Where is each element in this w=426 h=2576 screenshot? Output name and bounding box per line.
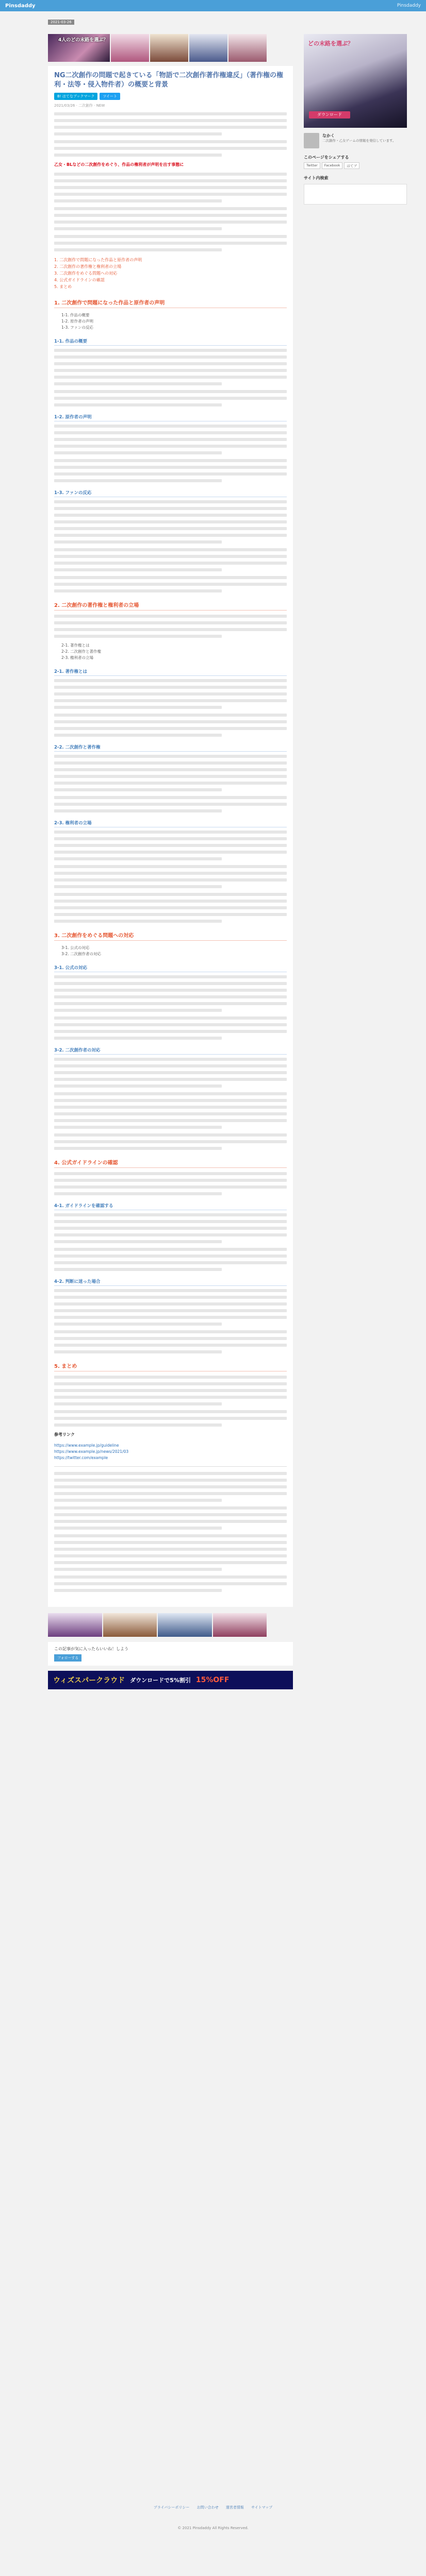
banner-character [150, 34, 188, 62]
hatena-button[interactable]: はてブ [344, 162, 359, 169]
search-box[interactable] [304, 184, 407, 205]
reference-links [54, 1443, 287, 1461]
body-paragraph [54, 349, 287, 385]
toc-item[interactable]: 2. 二次創作の著作権と権利者の立場 [54, 264, 122, 269]
footer-link[interactable]: お問い合わせ [196, 2505, 219, 2510]
body-paragraph [54, 1534, 287, 1571]
avatar [304, 133, 319, 148]
page-wrap [17, 11, 409, 2530]
bottom-banner[interactable] [48, 1613, 267, 1637]
body-paragraph [54, 1289, 287, 1326]
body-paragraph [54, 1575, 287, 1592]
body-paragraph [54, 500, 287, 544]
reference-link[interactable]: https://www.example.jp/news/2021/03 [54, 1449, 129, 1454]
sidebar-share-buttons [304, 162, 407, 169]
table-of-contents [54, 257, 287, 290]
body-paragraph [54, 235, 287, 251]
article-body [48, 66, 293, 1607]
banner-character [189, 34, 227, 62]
ad-discount: 15%OFF [195, 1676, 230, 1684]
body-paragraph [54, 459, 287, 482]
sidebar-banner[interactable] [304, 34, 407, 128]
subsection-heading: 3-2. 二次創作者の対応 [54, 1047, 287, 1055]
banner-character [228, 34, 267, 62]
sublist-item[interactable]: 2-1. 著作権とは [61, 643, 90, 648]
section-heading: 5. まとめ [54, 1362, 287, 1371]
section-heading: 2. 二次創作の著作権と権利者の立場 [54, 601, 287, 611]
body-paragraph [54, 796, 287, 812]
body-paragraph [54, 425, 287, 454]
body-paragraph [54, 975, 287, 1012]
main-column [17, 34, 298, 2471]
subsection-heading: 1-2. 原作者の声明 [54, 414, 287, 421]
sublist-item[interactable]: 3-2. 二次創作者の対応 [61, 952, 102, 956]
footer-link[interactable]: サイトマップ [251, 2505, 273, 2510]
subsection-heading: 2-1. 著作権とは [54, 668, 287, 676]
body-paragraph [54, 548, 287, 571]
section-sublist [54, 312, 287, 331]
twitter-button[interactable]: Twitter [304, 162, 320, 169]
section-sublist [54, 642, 287, 661]
sublist-item[interactable]: 1-3. ファンの反応 [61, 325, 93, 330]
follow-title: このページをシェアする [304, 155, 349, 160]
references-label: 参考リンク [54, 1432, 75, 1437]
site-logo[interactable]: Pinsdaddy [5, 3, 36, 9]
subsection-heading: 2-2. 二次創作と著作権 [54, 744, 287, 752]
intro-paragraph [54, 112, 287, 135]
subsection-heading: 4-1. ガイドラインを確認する [54, 1202, 287, 1210]
sublist-item[interactable]: 2-3. 権利者の立場 [61, 655, 94, 660]
banner-hero [48, 34, 110, 62]
sidebar [304, 34, 407, 205]
body-paragraph [54, 755, 287, 791]
follow-text: この記事が気に入ったらいいね！しよう [54, 1647, 128, 1651]
body-paragraph [54, 615, 287, 638]
sublist-item[interactable]: 1-1. 作品の概要 [61, 313, 90, 317]
follow-box [48, 1642, 293, 1666]
footer-nav [17, 2505, 409, 2510]
follow-button[interactable]: フォローする [54, 1654, 81, 1662]
sublist-item[interactable]: 3-1. 公式の対応 [61, 945, 90, 950]
body-paragraph [54, 1330, 287, 1353]
body-paragraph [54, 1213, 287, 1243]
article-title: NG二次創作の問題で起きている「物語で二次創作著作権違反」（著作権の権利・法等・侵入物件者）の概要と背景 [54, 72, 284, 89]
banner-character [48, 1613, 102, 1637]
profile-bio: 二次創作・乙女ゲームの情報を発信しています。 [322, 139, 396, 143]
body-paragraph [54, 893, 287, 923]
search-title: サイト内検索 [304, 176, 329, 180]
tweet-button[interactable]: ツイート [100, 93, 120, 100]
share-row [54, 93, 287, 100]
body-paragraph [54, 1410, 287, 1427]
body-paragraph [54, 1472, 287, 1502]
body-paragraph [54, 831, 287, 860]
body-paragraph [54, 714, 287, 737]
profile-card [304, 133, 407, 148]
ad-text: ダウンロードで5%割引 [130, 1677, 191, 1684]
top-banner[interactable] [48, 34, 267, 62]
sidebar-banner-text: どの末路を選ぶ？ [308, 40, 353, 47]
body-paragraph [54, 1092, 287, 1129]
body-paragraph [54, 390, 287, 406]
body-paragraph [54, 1058, 287, 1088]
section-heading: 3. 二次創作をめぐる問題への対応 [54, 931, 287, 941]
body-paragraph [54, 1016, 287, 1040]
toc-item[interactable]: 1. 二次創作で問題になった作品と原作者の声明 [54, 258, 142, 262]
subsection-heading: 4-2. 判断に迷った場合 [54, 1278, 287, 1286]
subsection-heading: 1-3. ファンの反応 [54, 489, 287, 497]
body-paragraph [54, 173, 287, 202]
toc-item[interactable]: 3. 二次創作をめぐる問題への対応 [54, 271, 118, 276]
body-paragraph [54, 679, 287, 709]
ad-logo: ウィズスパークラウド [53, 1676, 125, 1685]
sublist-item[interactable]: 2-2. 二次創作と著作権 [61, 649, 102, 654]
divider [54, 1466, 287, 1467]
download-button[interactable]: ダウンロード [309, 111, 350, 118]
section-heading: 4. 公式ガイドラインの確認 [54, 1158, 287, 1168]
banner-hero-text: 4人のどの末路を選ぶ？ [58, 38, 108, 43]
body-paragraph [54, 865, 287, 888]
toc-item[interactable]: 5. まとめ [54, 284, 72, 289]
section-sublist [54, 945, 287, 957]
profile-name: なかく [322, 133, 335, 138]
reference-link[interactable]: https://www.example.jp/guideline [54, 1443, 119, 1448]
intro-paragraph [54, 140, 287, 157]
body-paragraph [54, 1248, 287, 1271]
banner-character [103, 1613, 157, 1637]
top-bar [0, 0, 426, 11]
toc-item[interactable]: 4. 公式ガイドラインの確認 [54, 278, 105, 282]
body-paragraph [54, 1376, 287, 1405]
subsection-heading: 3-1. 公式の対応 [54, 964, 287, 972]
body-paragraph [54, 1172, 287, 1195]
top-link[interactable]: Pinsdaddy [397, 3, 421, 8]
body-paragraph [54, 576, 287, 592]
banner-character [111, 34, 149, 62]
facebook-button[interactable]: Facebook [322, 162, 343, 169]
banner-character [158, 1613, 212, 1637]
article-meta: 2021/03/26 · 二次創作 · NEW [54, 104, 105, 108]
subsection-heading: 1-1. 作品の概要 [54, 338, 287, 346]
body-paragraph [54, 207, 287, 230]
section-heading: 1. 二次創作で問題になった作品と原作者の声明 [54, 298, 287, 308]
ad-banner[interactable] [48, 1671, 293, 1689]
intro-highlight: 乙女・BLなどの二次創作をめぐり、作品の権利者が声明を出す事態に [54, 162, 184, 167]
banner-character [213, 1613, 267, 1637]
sublist-item[interactable]: 1-2. 原作者の声明 [61, 319, 94, 324]
footer-credit: © 2021 Pinsdaddy All Rights Reserved. [177, 2526, 249, 2530]
hatena-button[interactable]: B! はてなブックマーク [54, 93, 97, 100]
reference-link[interactable]: https://twitter.com/example [54, 1455, 108, 1460]
body-paragraph [54, 1133, 287, 1150]
footer-link[interactable]: プライバシーポリシー [153, 2505, 190, 2510]
date-tag: 2021-03-26 [48, 20, 74, 25]
body-paragraph [54, 1506, 287, 1530]
subsection-heading: 2-3. 権利者の立場 [54, 820, 287, 827]
footer-link[interactable]: 運営者情報 [225, 2505, 244, 2510]
